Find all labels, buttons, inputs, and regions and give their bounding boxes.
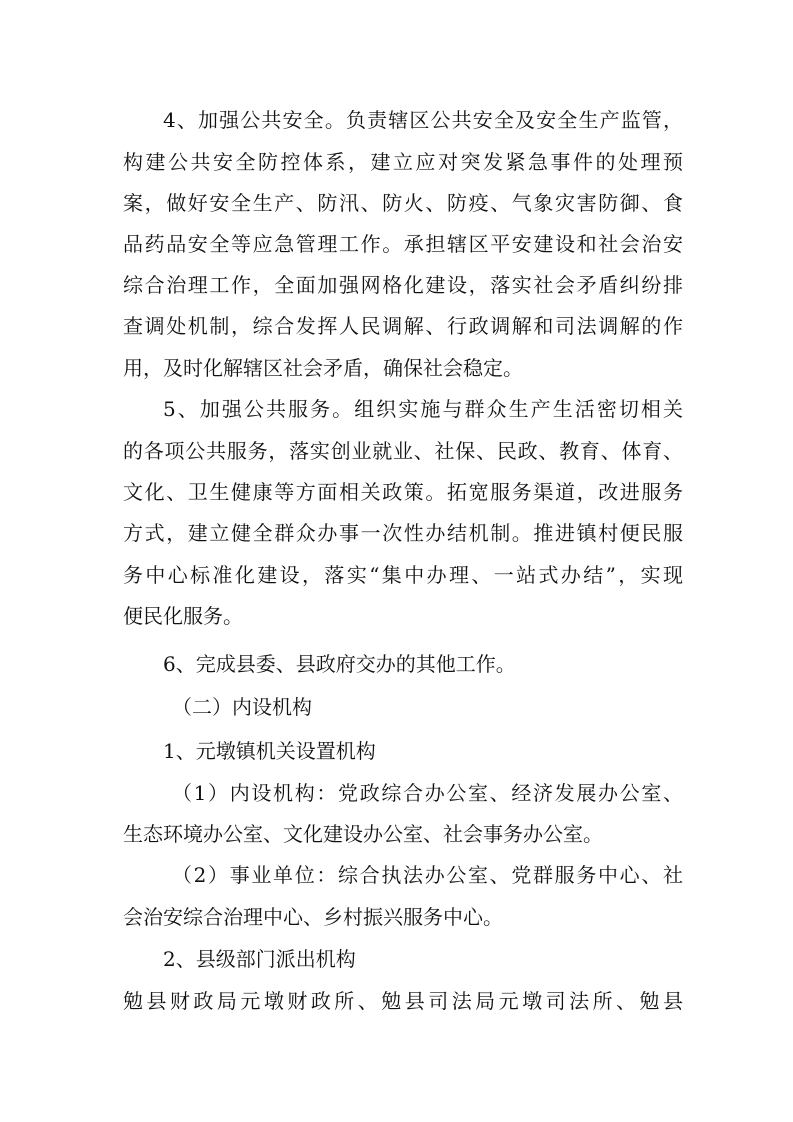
paragraph-4-line-4: 品药品安全等应急管理工作。承担辖区平安建设和社会治安 <box>123 232 683 256</box>
paragraph-6: 6、完成县委、县政府交办的其他工作。 <box>163 652 516 676</box>
county-institutions-line-1: 勉县财政局元墩财政所、勉县司法局元墩司法所、勉县 <box>123 989 683 1013</box>
paragraph-4-line-1: 4、加强公共安全。负责辖区公共安全及安全生产监管， <box>163 108 683 132</box>
paragraph-5-line-3: 文化、卫生健康等方面相关政策。拓宽服务渠道，改进服务 <box>123 480 683 504</box>
paragraph-4-line-5: 综合治理工作，全面加强网格化建设，落实社会矛盾纠纷排 <box>123 273 683 297</box>
paragraph-5-line-1: 5、加强公共服务。组织实施与群众生产生活密切相关 <box>163 397 683 421</box>
paragraph-5-line-4: 方式，建立健全群众办事一次性办结机制。推进镇村便民服 <box>123 521 683 545</box>
paragraph-4-line-2: 构建公共安全防控体系，建立应对突发紧急事件的处理预 <box>123 150 683 174</box>
section-heading-internal-institutions: （二）内设机构 <box>172 695 312 719</box>
item-2-line-2: 会治安综合治理中心、乡村振兴服务中心。 <box>123 905 503 929</box>
subheading-yuandun-town-institutions: 1、元墩镇机关设置机构 <box>163 739 376 763</box>
paragraph-4-line-7: 用，及时化解辖区社会矛盾，确保社会稳定。 <box>123 356 523 380</box>
paragraph-5-line-6: 便民化服务。 <box>123 604 243 628</box>
paragraph-5-line-2: 的各项公共服务，落实创业就业、社保、民政、教育、体育、 <box>123 439 683 463</box>
subheading-county-dispatched-institutions: 2、县级部门派出机构 <box>163 947 356 971</box>
item-1-line-1: （1）内设机构：党政综合办公室、经济发展办公室、 <box>172 781 683 805</box>
paragraph-4-line-6: 查调处机制，综合发挥人民调解、行政调解和司法调解的作 <box>123 314 683 338</box>
item-2-line-1: （2）事业单位：综合执法办公室、党群服务中心、社 <box>172 863 683 887</box>
paragraph-5-line-5: 务中心标准化建设，落实“集中办理、一站式办结”，实现 <box>123 563 683 587</box>
paragraph-4-line-3: 案，做好安全生产、防汛、防火、防疫、气象灾害防御、食 <box>123 191 683 215</box>
item-1-line-2: 生态环境办公室、文化建设办公室、社会事务办公室。 <box>123 822 603 846</box>
